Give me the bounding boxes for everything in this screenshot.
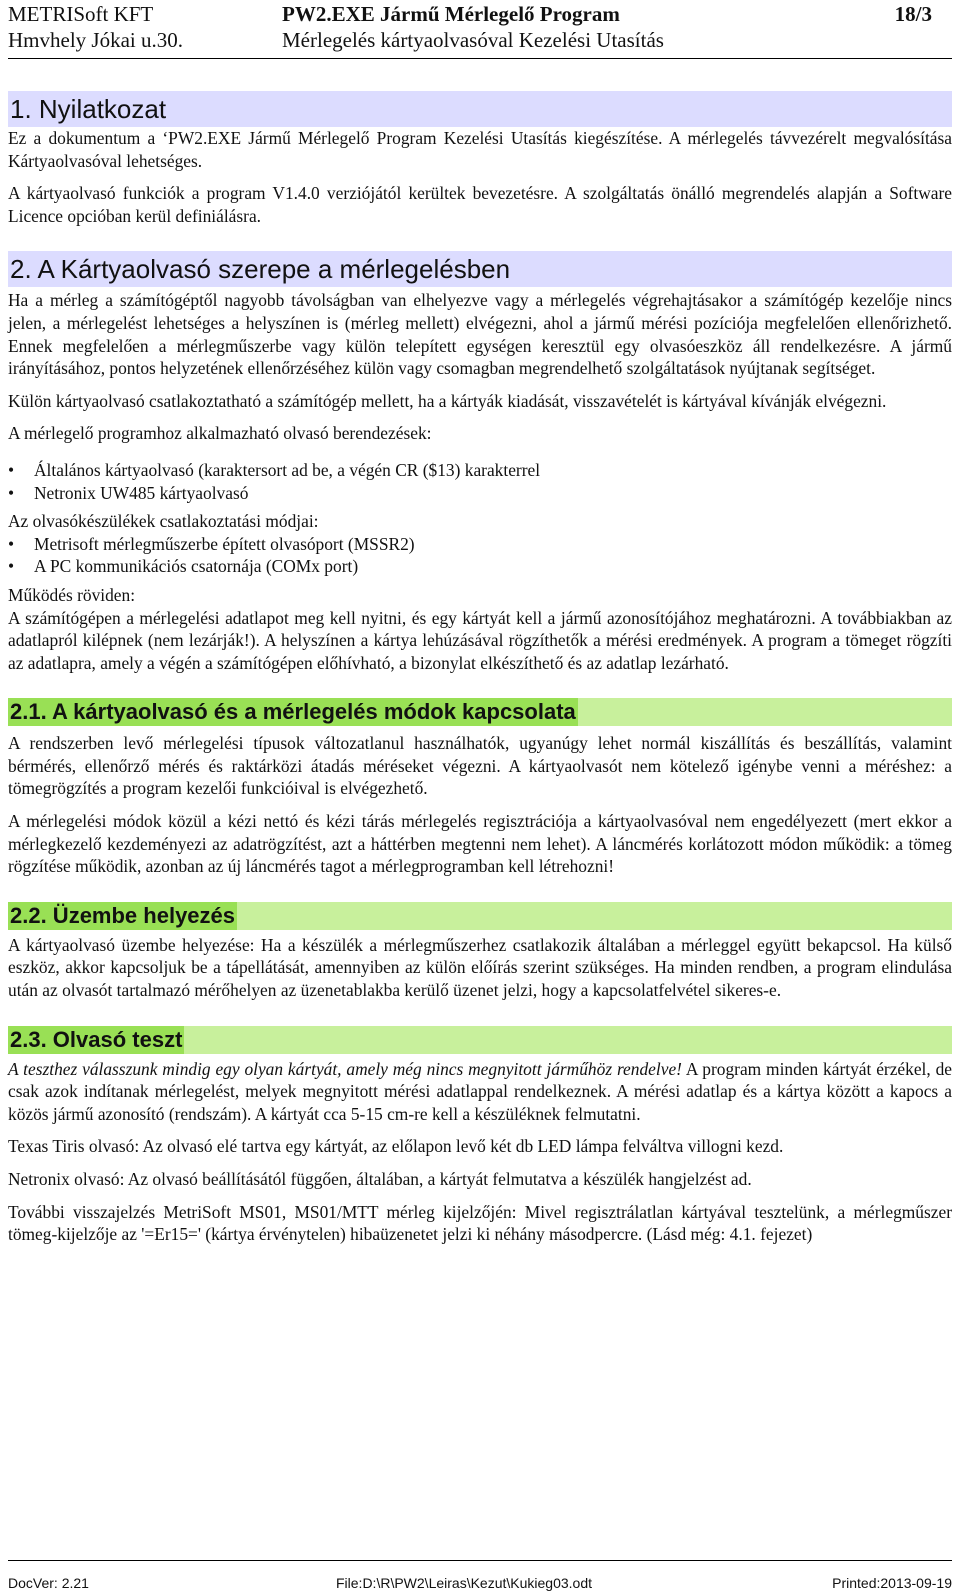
page-header [8,0,952,59]
page-number: 18/3 [894,2,932,26]
s21-paragraph-2: A mérlegelési módok közül a kézi nettó és kézi tárás mérlegelés regisztrációja a kártyaolvasóval nem engedélyezett (mert ekkor a mérlegkezelő kezdeményezi az adatrögzítést, azt a háttérben megtenni nem lehet). A láncmérés korlátozott módon működik: a tömeg rögzítése működik, azonban az új láncmérés tagot a mérlegprogramban kell létrehozni! [8,811,952,877]
doc-version: DocVer: 2.21 [8,1575,89,1591]
s23-paragraph-1 [8,1058,952,1126]
section-2-1-heading: 2.1. A kártyaolvasó és a mérlegelés módok kapcsolata [10,699,576,725]
s23-warning-text: A teszthez válasszunk mindig egy olyan kártyát, amely még nincs megnyitott járműhöz rendelve! [8,1058,682,1079]
s2-paragraph-1: Ha a mérleg a számítógéptől nagyobb távolságban van elhelyezve vagy a mérlegelés végrehajtásakor a számítógép kezelője nincs jelen, a mérlegelést lehetséges a helyszínen is (mérleg mellett) elvégezni, ahol a jármű mérési pozíciója megfelelően ellenőrizhető. Ennek megfelelően a mérlegműszerbe vagy külön telepített egységen keresztül egy olvasóeszköz áll rendelkezésre. A jármű irányításához, pontos helyzetének ellenőrzéséhez külön vagy csomagban megrendelhető szolgáltatások nyújtanak segítséget. [8,290,952,379]
company-address: Hmvhely Jókai u.30. [8,28,183,52]
s23-paragraph-2: Texas Tiris olvasó: Az olvasó elé tartva egy kártyát, az előlapon levő két db LED lámpa felváltva villogni kezd. [8,1136,784,1157]
section-2-2-bar [8,902,952,930]
reader-list [8,459,952,504]
list-item: • A PC kommunikációs csatornája (COMx port) [8,555,952,578]
document-subtitle: Mérlegelés kártyaolvasóval Kezelési Utasítás [282,28,664,52]
section-2-3-bar [8,1026,952,1054]
list-item: • Általános kártyaolvasó (karaktersort ad be, a végén CR ($13) karakterrel [8,459,952,482]
s23-paragraph-1-rest: A program minden kártyát érzékel, de csak azok indítanak mérlegelést, melyek megnyitott mérési adatlappal rendelkeznek. A mérési adatlap és a kártya között a kapocs a közös jármű azonosító (rendszám). A kártyát cca 5-15 cm-re kell a készüléknek felmutatni. [8,1058,952,1124]
section-1-heading: 1. Nyilatkozat [8,91,952,127]
file-path: File:D:\R\PW2\Leiras\Kezut\Kukieg03.odt [336,1575,593,1591]
s1-paragraph-2: A kártyaolvasó funkciók a program V1.4.0 verziójától kerültek bevezetésre. A szolgáltatás önálló megrendelés alapján a Software Licence opcióban kerül definiálásra. [8,183,952,226]
s22-paragraph-1: A kártyaolvasó üzembe helyezése: Ha a készülék a mérlegműszerhez csatlakozik általában a mérleggel együtt bekapcsol. Ha külső eszköz, akkor kapcsoljuk be a tápellátását, amennyiben az külön előírás szerint szükséges. Ha minden rendben, a program elindulása után az olvasót tartalmazó mérőhelyen az üzenetablakba kerülő üzenet jelzi, hogy a kapcsolatfelvétel sikeres-e. [8,934,952,1001]
section-2-heading: 2. A Kártyaolvasó szerepe a mérlegelésben [8,251,952,287]
program-title: PW2.EXE Jármű Mérlegelő Program [282,2,620,26]
s2-paragraph-3: A mérlegelő programhoz alkalmazható olvasó berendezések: [8,423,432,444]
company-name: METRISoft KFT [8,2,154,26]
s2-paragraph-6: A számítógépen a mérlegelési adatlapot meg kell nyitni, és egy kártyát kell a jármű azonosítójához meghatározni. A továbbiakban az adatlapról kilépnek (nem lezárják!). A helyszínen a kártya lehúzásával rögzíthetők a mérési eredmények. A program a tömeget rögzíti az adatlapra, amely a végén a számítógépen előhívható, a bizonylat elkészíthető és az adatlap lezárható. [8,607,952,673]
printed-date: Printed:2013-09-19 [832,1575,952,1591]
s23-paragraph-4: További visszajelzés MetriSoft MS01, MS01/MTT mérleg kijelzőjén: Mivel regisztrálatlan kártyával tesztelünk, a mérlegműszer tömeg-kijelzője az '=Er15=' (kártya érvénytelen) hibaüzenetet jelzi ki néhány másodpercre. (Lásd még: 4.1. fejezet) [8,1201,952,1245]
list-item: • Netronix UW485 kártyaolvasó [8,482,952,505]
section-2-1-bar [8,698,952,726]
document-page [8,0,952,1246]
section-2-3-heading: 2.3. Olvasó teszt [10,1026,183,1052]
s2-paragraph-4: Az olvasókészülékek csatlakoztatási módjai: [8,511,319,532]
page-footer [8,1560,952,1595]
list-item: • Metrisoft mérlegműszerbe épített olvasóport (MSSR2) [8,533,952,556]
s21-paragraph-1: A rendszerben levő mérlegelési típusok változatlanul használhatók, ugyanúgy lehet normál kiszállítás és beszállítás, valamint bérmérés, ellenőrző mérés és raktárközi átadás méréseket végezni. A kártyaolvasót nem kötelező igénybe venni a méréshez: a tömegrögzítés a program kezelői funkcióival is elvégezhető. [8,733,952,799]
s2-paragraph-5: Működés röviden: [8,584,136,605]
s1-paragraph-1: Ez a dokumentum a ‘PW2.EXE Jármű Mérlegelő Program Kezelési Utasítás kiegészítése. A mérlegelés távvezérelt megvalósítása Kártyaolvasóval lehetséges. [8,128,952,171]
s23-paragraph-3: Netronix olvasó: Az olvasó beállításától függően, általában, a kártyát felmutatva a készülék hangjelzést ad. [8,1169,752,1189]
connection-list [8,533,952,578]
section-2-2-heading: 2.2. Üzembe helyezés [10,902,236,928]
s2-paragraph-2: Külön kártyaolvasó csatlakoztatható a számítógép mellett, ha a kártyák kiadását, visszavételét is kártyával kívánják elvégezni. [8,390,887,411]
